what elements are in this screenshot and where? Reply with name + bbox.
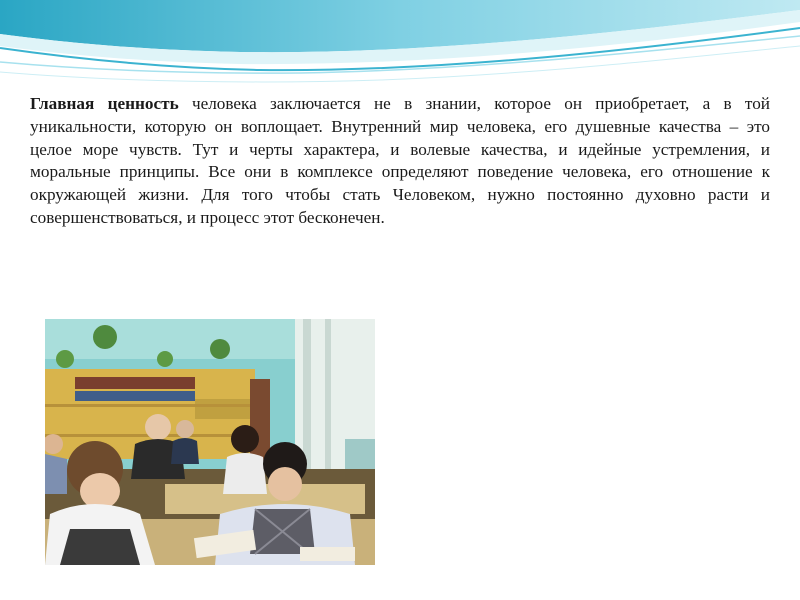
classroom-photo (45, 319, 375, 565)
lead-phrase: Главная ценность (30, 94, 179, 113)
main-paragraph (30, 93, 770, 230)
paragraph-body: человека заключается не в знании, которое он приобретает, а в той уникальности, которую он воплощает. Внутренний мир человека, его душевные качества – это целое море чувств. Тут и черты характера, и волевые качества, и идейные устремления, и моральные принципы. Все они в комплексе определяют поведение человека, его отношение к окружающей жизни. Для того чтобы стать Человеком, нужно постоянно духовно расти и совершенствоваться, и процесс этот бесконечен. (30, 94, 770, 227)
top-wave-decoration (0, 0, 800, 95)
